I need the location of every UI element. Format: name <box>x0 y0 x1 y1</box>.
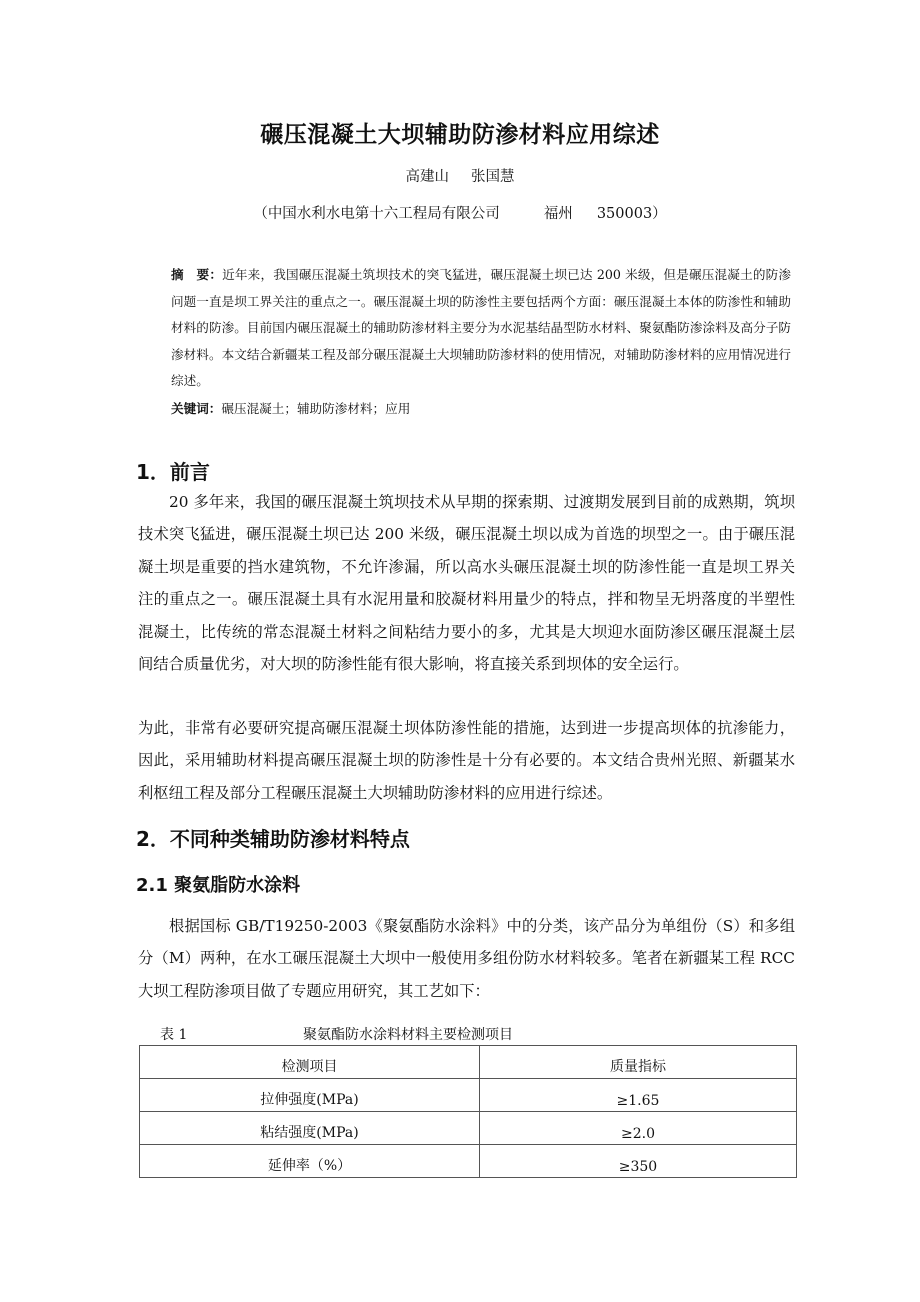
spec-table <box>139 1045 797 1178</box>
author-list <box>0 165 920 186</box>
affiliation-city: 福州 <box>543 206 573 222</box>
affiliation <box>0 202 920 223</box>
section-heading-introduction: 1．前言 <box>136 460 210 484</box>
abstract <box>171 262 791 395</box>
table-number: 表 1 <box>160 1027 188 1043</box>
table-cell: ≥350 <box>480 1145 797 1178</box>
keywords-label: 关键词： <box>171 401 222 416</box>
paper-title: 碾压混凝土大坝辅助防渗材料应用综述 <box>260 122 660 148</box>
table-row <box>140 1079 797 1112</box>
paragraph: 为此，非常有必要研究提高碾压混凝土坝体防渗性能的措施，达到进一步提高坝体的抗渗能力，因此，采用辅助材料提高碾压混凝土坝的防渗性是十分有必要的。本文结合贵州光照、新疆某水利枢纽工程及部分工程碾压混凝土大坝辅助防渗材料的应用进行综述。 <box>138 719 795 802</box>
author-name: 张国慧 <box>471 169 515 185</box>
table-title: 聚氨酯防水涂料材料主要检测项目 <box>303 1027 513 1043</box>
abstract-label: 摘 要： <box>171 267 223 282</box>
author-name: 高建山 <box>405 169 449 185</box>
table-header-cell: 质量指标 <box>480 1046 797 1079</box>
table-header-row <box>140 1046 797 1079</box>
subsection-heading-polyurethane: 2.1 聚氨脂防水涂料 <box>136 875 301 896</box>
affiliation-open-paren: （ <box>253 206 268 222</box>
affiliation-close-paren: ） <box>652 206 667 222</box>
abstract-text: 近年来，我国碾压混凝土筑坝技术的突飞猛进，碾压混凝土坝已达 200 米级，但是碾压混凝土的防渗问题一直是坝工界关注的重点之一。碾压混凝土坝的防渗性主要包括两个方面：碾压混凝土本体的防渗性和辅助材料的防渗。目前国内碾压混凝土的辅助防渗材料主要分为水泥基结晶型防水材料、聚氨酯防渗涂料及高分子防渗材料。本文结合新疆某工程及部分碾压混凝土大坝辅助防渗材料的使用情况，对辅助防渗材料的应用情况进行综述。 <box>171 267 792 388</box>
affiliation-org: 中国水利水电第十六工程局有限公司 <box>267 206 500 222</box>
table-header-cell: 检测项目 <box>140 1046 480 1079</box>
section-heading-materials: 2．不同种类辅助防渗材料特点 <box>136 827 410 851</box>
keywords <box>171 398 791 420</box>
paragraph: 20 多年来，我国的碾压混凝土筑坝技术从早期的探索期、过渡期发展到目前的成熟期，筑坝技术突飞猛进，碾压混凝土坝已达 200 米级，碾压混凝土坝以成为首选的坝型之一。由于碾压混凝土坝是重要的挡水建筑物，不允许渗漏，所以高水头碾压混凝土坝的防渗性能一直是坝工界关注的重点之一。碾压混凝土具有水泥用量和胶凝材料用量少的特点，拌和物呈无坍落度的半塑性混凝土，比传统的常态混凝土材料之间粘结力要小的多，尤其是大坝迎水面防渗区碾压混凝土层间结合质量优劣，对大坝的防渗性能有很大影响，将直接关系到坝体的安全运行。 <box>138 493 795 674</box>
table-cell: ≥1.65 <box>480 1079 797 1112</box>
paragraph: 根据国标 GB/T19250-2003《聚氨酯防水涂料》中的分类，该产品分为单组份（S）和多组分（M）两种，在水工碾压混凝土大坝中一般使用多组份防水材料较多。笔者在新疆某工程 RCC 大坝工程防渗项目做了专题应用研究，其工艺如下： <box>138 917 795 1000</box>
keywords-text: 碾压混凝土；辅助防渗材料；应用 <box>221 401 411 416</box>
table-cell: 拉伸强度(MPa) <box>140 1079 480 1112</box>
affiliation-postcode: 350003 <box>596 206 653 222</box>
table-row <box>140 1145 797 1178</box>
table-cell: ≥2.0 <box>480 1112 797 1145</box>
table-cell: 粘结强度(MPa) <box>140 1112 480 1145</box>
table-row <box>140 1112 797 1145</box>
table-cell: 延伸率（%） <box>140 1145 480 1178</box>
